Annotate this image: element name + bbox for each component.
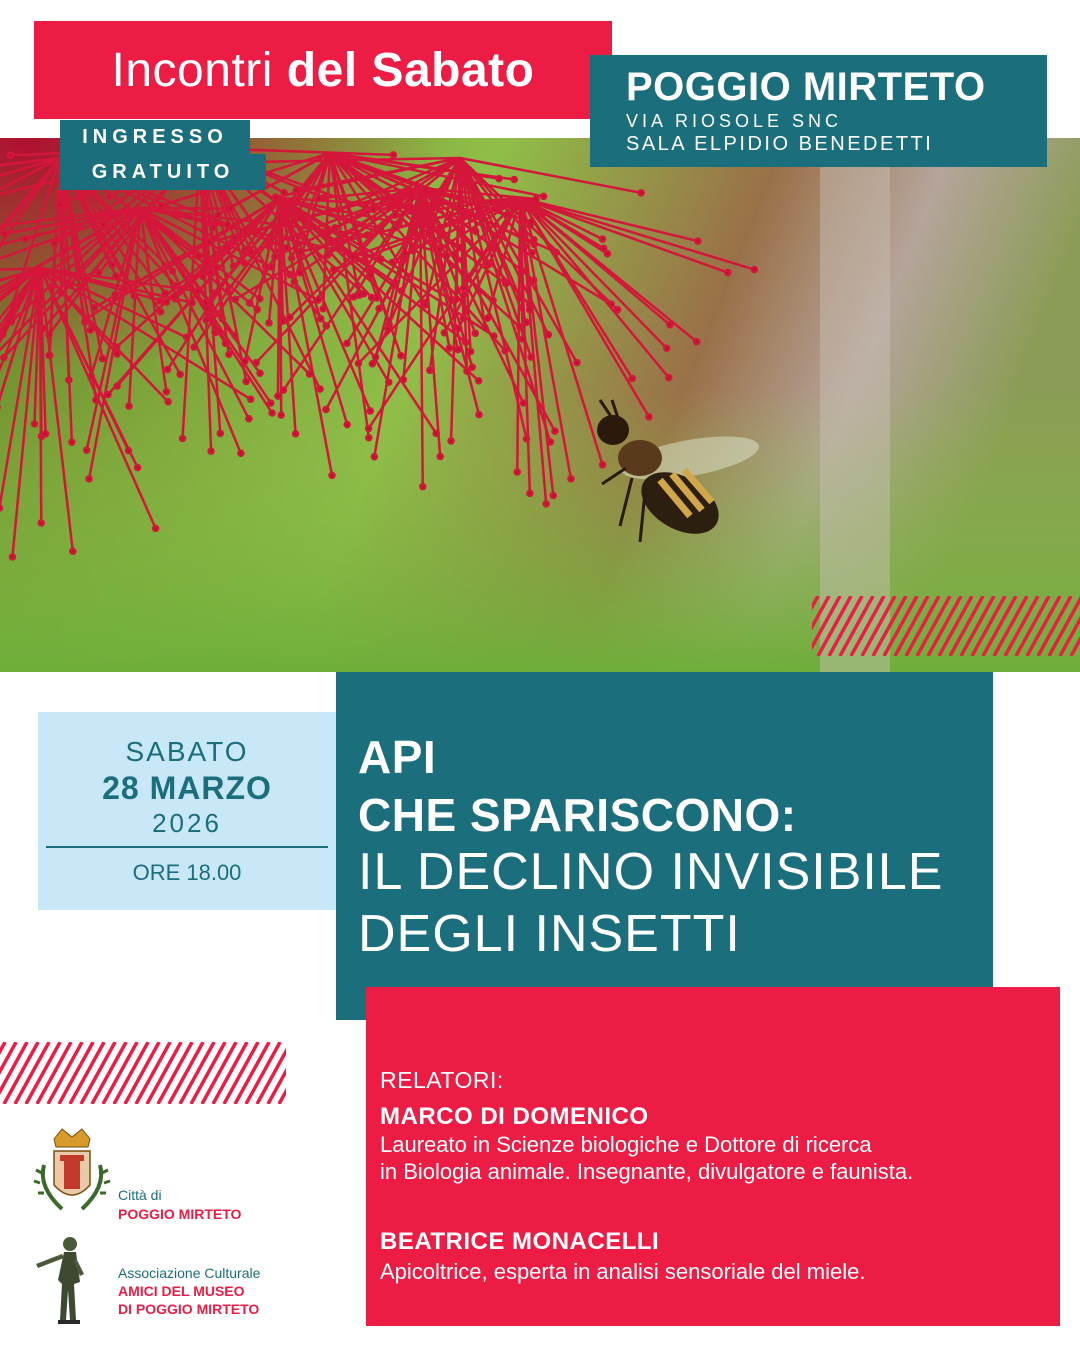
talk-title-line3: IL DECLINO INVISIBILE [358,843,944,901]
diagonal-stripes [0,1042,286,1104]
comune-label: Città di [118,1187,162,1203]
speaker-desc: Laureato in Scienze biologiche e Dottore di ricerca [380,1132,872,1157]
date-box [38,712,336,910]
title-bold: del Sabato [286,43,535,97]
venue-hall: SALA ELPIDIO BENEDETTI [626,133,934,155]
talk-title-line4: DEGLI INSETTI [358,905,741,963]
venue-box [590,55,1047,167]
association-logo-text [118,1264,260,1318]
date-date: 28 MARZO [102,770,272,806]
speaker-desc: in Biologia animale. Insegnante, divulgatore e faunista. [380,1159,914,1184]
association-name-1: AMICI DEL MUSEO [118,1283,245,1299]
comune-name: POGGIO MIRTETO [118,1206,242,1222]
talk-title-line1: API [358,731,437,783]
association-name-2: DI POGGIO MIRTETO [118,1301,260,1317]
coat-of-arms-icon [32,1125,112,1225]
date-year: 2026 [152,808,222,838]
speakers-box [366,987,1060,1326]
bronze-statue-icon [32,1234,96,1326]
association-label: Associazione Culturale [118,1265,261,1281]
free-entry-label-2: GRATUITO [60,154,266,190]
free-entry-label-1: INGRESSO [60,120,250,154]
date-day: SABATO [125,736,249,767]
speaker-desc: Apicoltrice, esperta in analisi sensoriale del miele. [380,1259,866,1284]
speakers-label: RELATORI: [380,1067,504,1093]
venue-city: POGGIO MIRTETO [626,65,986,109]
talk-title-box [336,672,993,1020]
hero-photo [0,138,1080,672]
comune-logo-text [118,1186,241,1224]
venue-address: VIA RIOSOLE SNC [626,111,843,131]
diagonal-stripes [812,596,1080,656]
event-series-title [34,21,612,119]
date-divider [46,846,328,848]
talk-title-line2: CHE SPARISCONO: [358,789,797,841]
title-light: Incontri [111,43,273,97]
speaker-name: BEATRICE MONACELLI [380,1228,660,1255]
date-time: ORE 18.00 [132,860,242,885]
speaker-name: MARCO DI DOMENICO [380,1103,649,1130]
